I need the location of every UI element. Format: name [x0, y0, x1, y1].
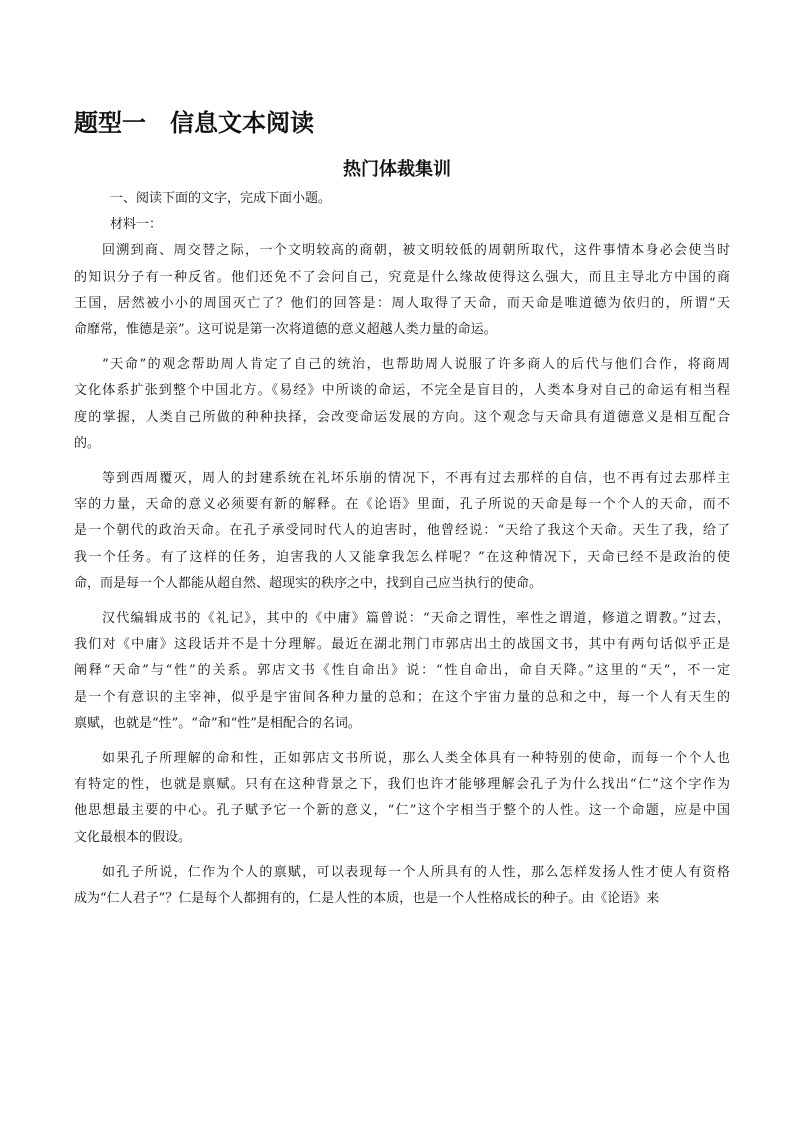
paragraph-line: 禀赋，也就是“性”。“命”和“性”是相配合的名词。	[74, 715, 361, 731]
paragraph-line: 回溯到商、周交替之际，一个文明较高的商朝，被文明较低的周朝所取代，这件事情本身必会使当时	[102, 243, 730, 259]
paragraph-line: 他思想最主要的中心。孔子赋予它一个新的意义，“仁”这个字相当于整个的人性。这一个命题，应是中国	[74, 803, 730, 819]
paragraph	[74, 606, 730, 737]
paragraph-line: 阐释“天命”与“性”的关系。郭店文书《性自命出》说：“性自命出，命自天降。”这里的“天”，不一定	[74, 663, 730, 679]
paragraph-line: 如果孔子所理解的命和性，正如郭店文书所说，那么人类全体具有一种特别的使命，而每一个个人也	[102, 751, 730, 767]
paragraph-line: 是一个有意识的主宰神，似乎是宇宙间各种力量的总和；在这个宇宙力量的总和之中，每一个人有天生的	[74, 689, 730, 705]
paragraph-line: 等到西周覆灭，周人的封建系统在礼坏乐崩的情况下，不再有过去那样的自信，也不再有过去那样主	[102, 471, 730, 487]
material-label: 材料一：	[110, 217, 163, 233]
paragraph	[74, 860, 730, 912]
paragraph	[74, 746, 730, 851]
paragraph-line: 我一个任务。有了这样的任务，迫害我的人又能拿我怎么样呢？”在这种情况下，天命已经不是政治的使	[74, 549, 730, 565]
paragraph-line: 有特定的性，也就是禀赋。只有在这种背景之下，我们也许才能够理解会孔子为什么找出“仁”这个字作为	[74, 777, 730, 793]
paragraph-line: 如孔子所说，仁作为个人的禀赋，可以表现每一个人所具有的人性，那么怎样发扬人性才使人有资格	[102, 864, 730, 880]
paragraph	[74, 352, 730, 457]
paragraph	[74, 238, 730, 343]
paragraph-line: “天命”的观念帮助周人肯定了自己的统治，也帮助周人说服了许多商人的后代与他们合作，将商周	[102, 357, 730, 373]
sub-title: 热门体裁集训	[343, 159, 451, 180]
paragraph-line: 文化体系扩张到整个中国北方。《易经》中所谈的命运，不完全是盲目的，人类本身对自己的命运有相当程	[74, 383, 730, 399]
paragraph-line: 文化最根本的假设。	[74, 829, 192, 845]
paragraph-line: 成为“仁人君子”？仁是每个人都拥有的，仁是人性的本质，也是一个人性格成长的种子。由《论语》来	[74, 891, 660, 907]
paragraph-line: 度的掌握，人类自己所做的种种抉择，会改变命运发展的方向。这个观念与天命具有道德意义是相互配合	[74, 409, 730, 425]
paragraph-line: 的。	[74, 435, 101, 451]
paragraph-line: 我们对《中庸》这段话并不是十分理解。最近在湖北荆门市郭店出土的战国文书，其中有两句话似乎正是	[74, 637, 730, 653]
instruction-text: 一、阅读下面的文字，完成下面小题。	[110, 191, 332, 206]
article-body	[74, 186, 730, 912]
paragraph-line: 王国，居然被小小的周国灭亡了？他们的回答是：周人取得了天命，而天命是唯道德为依归的，所谓“天	[74, 295, 730, 311]
paragraph-list	[74, 238, 730, 912]
paragraph-line: 汉代编辑成书的《礼记》，其中的《中庸》篇曾说：“天命之谓性，率性之谓道，修道之谓教。”过去，	[102, 611, 730, 627]
paragraph	[74, 466, 730, 597]
paragraph-line: 命靡常，惟德是亲”。这可说是第一次将道德的意义超越人类力量的命运。	[74, 322, 497, 338]
paragraph-line: 的知识分子有一种反省。他们还免不了会问自己，究竟是什么缘故使得这么强大，而且主导北方中国的商	[74, 269, 730, 285]
paragraph-line: 命，而是每一个人都能从超自然、超现实的秩序之中，找到自己应当执行的使命。	[74, 575, 543, 591]
section-title: 题型一 信息文本阅读	[74, 109, 314, 137]
paragraph-line: 是一个朝代的政治天命。在孔子承受同时代人的迫害时，他曾经说：“天给了我这个天命。天生了我，给了	[74, 523, 730, 539]
paragraph-line: 宰的力量，天命的意义必须要有新的解释。在《论语》里面，孔子所说的天命是每一个个人的天命，而不	[74, 497, 730, 513]
